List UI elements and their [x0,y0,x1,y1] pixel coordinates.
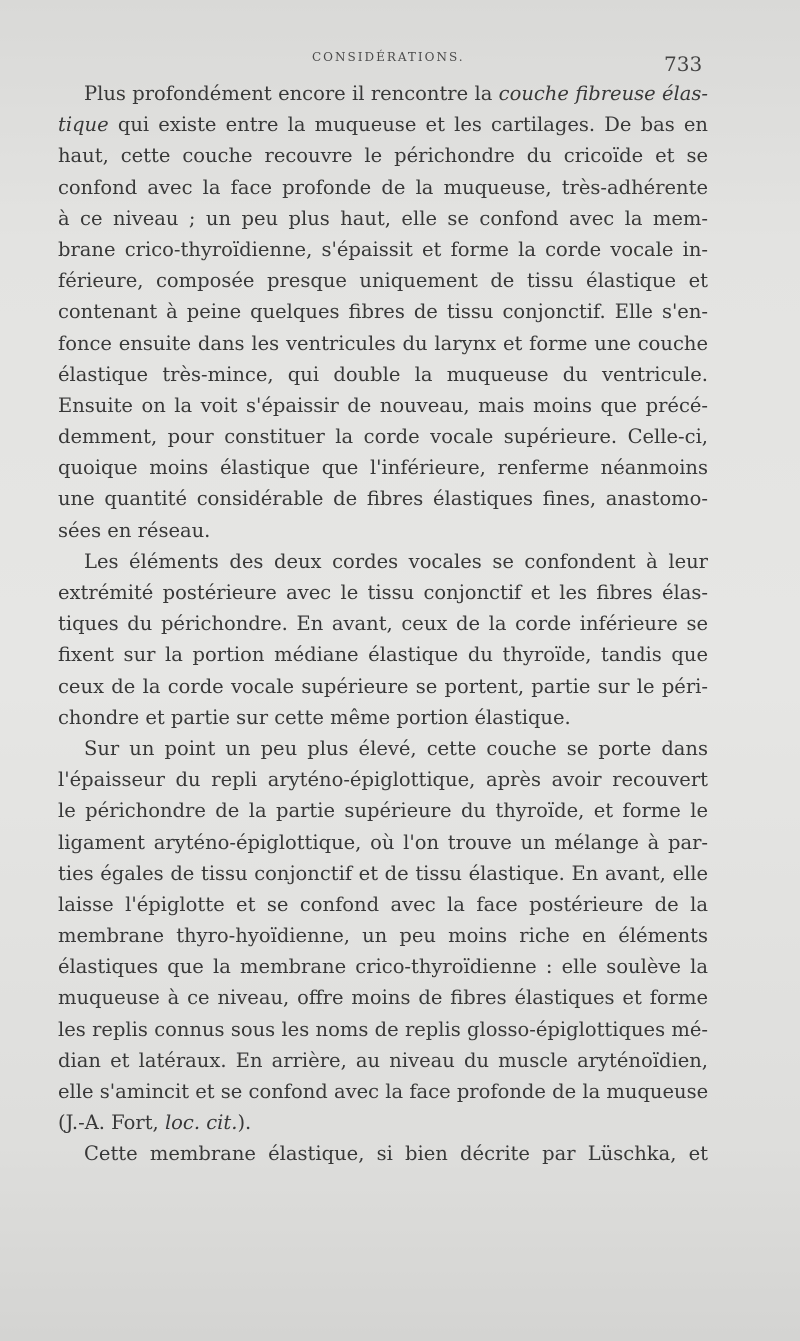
text-run: confond avec la face profonde de la muqueuse, très-adhérente [58,175,708,199]
text-run: Sur un point un peu plus élevé, cette couche se porte dans [84,736,708,760]
text-line [58,140,708,171]
paragraph [58,1138,708,1169]
text-run: muqueuse à ce niveau, offre moins de fibres élastiques et forme [58,986,708,1010]
text-run: le périchondre de la partie supérieure du thyroïde, et forme le [58,799,708,823]
text-line [58,203,708,234]
text-run: membrane thyro-hyoïdienne, un peu moins riche en éléments [58,924,708,948]
text-line [58,577,708,608]
text-run: laisse l'épiglotte et se confond avec la face postérieure de la [58,892,708,916]
text-line [58,951,708,982]
text-run: à ce niveau ; un peu plus haut, elle se confond avec la mem- [58,206,708,230]
text-line [58,172,708,203]
text-line [58,889,708,920]
text-run: fonce ensuite dans les ventricules du larynx et forme une couche [58,331,708,355]
text-line [58,390,708,421]
text-run: brane crico-thyroïdienne, s'épaissit et forme la corde vocale in- [58,237,708,261]
text-line [58,671,708,702]
text-line [58,1045,708,1076]
text-line [58,827,708,858]
text-line [58,1138,708,1169]
text-line [58,764,708,795]
text-run: tiques du périchondre. En avant, ceux de la corde inférieure se [58,612,708,636]
text-run: Ensuite on la voit s'épaissir de nouveau, mais moins que précé- [58,393,708,417]
text-line [58,608,708,639]
text-line [58,639,708,670]
text-run: ties égales de tissu conjonctif et de tissu élastique. En avant, elle [58,861,708,885]
italic-text: loc. cit. [164,1111,238,1135]
text-run: Cette membrane élastique, si bien décrite par Lüschka, et [84,1142,708,1166]
text-run: demment, pour constituer la corde vocale supérieure. Celle-ci, [58,425,708,449]
text-line [58,109,708,140]
text-line [58,421,708,452]
text-run: ceux de la corde vocale supérieure se portent, partie sur le péri- [58,674,708,698]
text-run: quoique moins élastique que l'inférieure, renferme néanmoins [58,456,708,480]
text-line [58,733,708,764]
text-line [58,1107,708,1138]
text-run: extrémité postérieure avec le tissu conjonctif et les fibres élas- [58,581,708,604]
text-run: dian et latéraux. En arrière, au niveau du muscle aryténoïdien, [58,1048,708,1072]
text-line [58,858,708,889]
paragraph [58,546,708,733]
text-run: qui existe entre la muqueuse et les cartilages. De bas en [108,113,708,137]
text-run: élastiques que la membrane crico-thyroïdienne : elle soulève la [58,955,708,979]
text-run: ligament aryténo-épiglottique, où l'on trouve un mélange à par- [58,830,708,854]
text-line [58,452,708,483]
text-line [58,265,708,296]
text-run: l'épaisseur du repli aryténo-épiglottique, après avoir recouvert [58,768,708,792]
paragraph [58,733,708,1138]
body-text [58,78,708,1170]
paragraph [58,78,708,546]
text-run: contenant à peine quelques fibres de tissu conjonctif. Elle s'en- [58,300,708,324]
text-run: élastique très-mince, qui double la muqueuse du ventricule. [58,362,708,386]
text-run: chondre et partie sur cette même portion élastique. [58,705,571,729]
italic-text: tique [58,113,109,137]
text-run: sées en réseau. [58,518,211,542]
text-line [58,702,708,733]
page-number: 733 [664,52,703,76]
text-line [58,234,708,265]
text-run: fixent sur la portion médiane élastique du thyroïde, tandis que [58,643,708,667]
text-line [58,1076,708,1107]
text-run: une quantité considérable de fibres élastiques fines, anastomo- [58,487,708,511]
text-run: (J.-A. Fort, [58,1111,165,1135]
text-line [58,515,708,546]
text-line [58,920,708,951]
text-line [58,982,708,1013]
text-run: ). [237,1111,252,1135]
text-line [58,483,708,514]
text-line [58,296,708,327]
text-line [58,359,708,390]
text-run: les replis connus sous les noms de replis glosso-épiglottiques mé- [58,1017,708,1041]
text-line [58,546,708,577]
text-line [58,78,708,109]
italic-text: couche fibreuse élas- [498,82,708,105]
text-run: férieure, composée presque uniquement de tissu élastique et [58,269,708,293]
text-line [58,1014,708,1045]
running-head: CONSIDÉRATIONS. [312,50,465,64]
text-run: haut, cette couche recouvre le périchondre du cricoïde et se [58,144,708,168]
text-run: elle s'amincit et se confond avec la face profonde de la muqueuse [58,1080,709,1103]
text-line [58,328,708,359]
text-line [58,795,708,826]
text-run: Les éléments des deux cordes vocales se confondent à leur [84,549,708,573]
text-run: Plus profondément encore il rencontre la [84,82,499,105]
